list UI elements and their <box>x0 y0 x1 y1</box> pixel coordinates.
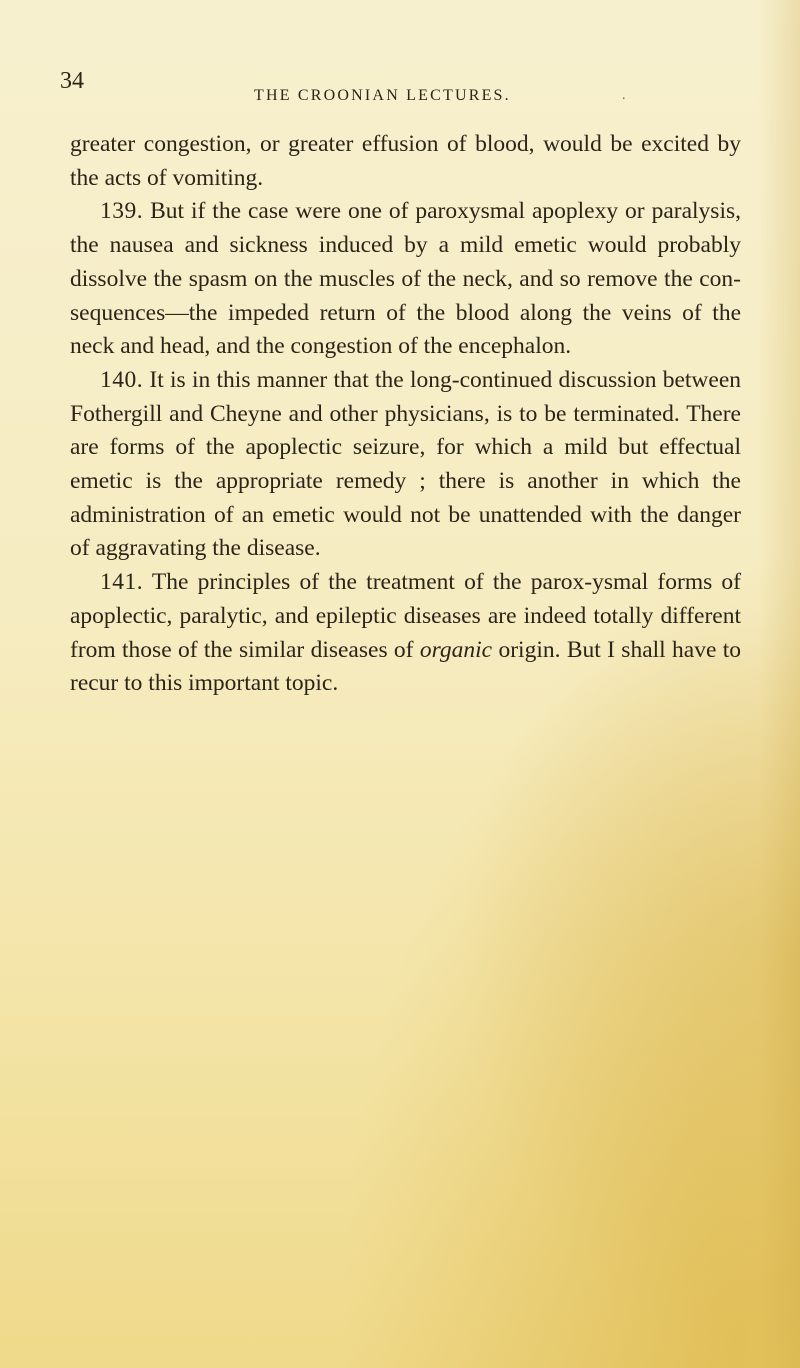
paragraph-text-end: origin. But I shall have to recur to this important topic. <box>70 636 742 697</box>
header-mark: . <box>622 88 626 103</box>
paragraph-139 <box>70 195 741 364</box>
paragraph-number: 140. <box>100 366 144 393</box>
emphasized-word: organic <box>419 636 493 663</box>
paragraph-text: It is in this manner that the long-continued discussion between Fothergill and Cheyne and other physicians, is to be terminated. There are forms of the apoplectic seizure, for which a mild but effectual emetic is the appropriate remedy ; there is another in which the administration of an emetic would not be unattended with the danger of aggravating the disease. <box>70 366 742 562</box>
paragraph-continuation <box>70 128 741 195</box>
page-number: 34 <box>60 68 84 94</box>
paragraph-140 <box>70 364 741 566</box>
paragraph-number: 141. <box>100 569 144 596</box>
paragraph-number: 139. <box>100 198 144 225</box>
paragraph-text: greater congestion, or greater effusion of blood, would be excited by the acts of vomiting. <box>70 131 741 191</box>
paragraph-text: The principles of the treatment of the parox-ysmal forms of apoplectic, paralytic, and epileptic diseases are indeed totally different from those of the similar diseases of <box>70 569 742 663</box>
running-head: THE CROONIAN LECTURES. <box>254 87 511 104</box>
paragraph-text: But if the case were one of paroxysmal apoplexy or paralysis, the nausea and sickness induced by a mild emetic would probably dissolve the spasm on the muscles of the neck, and so remove the con-sequences—the impeded return of the blood along the veins of the neck and head, and the congestion of the encephalon. <box>70 198 741 360</box>
page-edge-shading <box>758 0 800 1368</box>
body-text <box>70 128 741 701</box>
paragraph-141 <box>70 566 741 701</box>
